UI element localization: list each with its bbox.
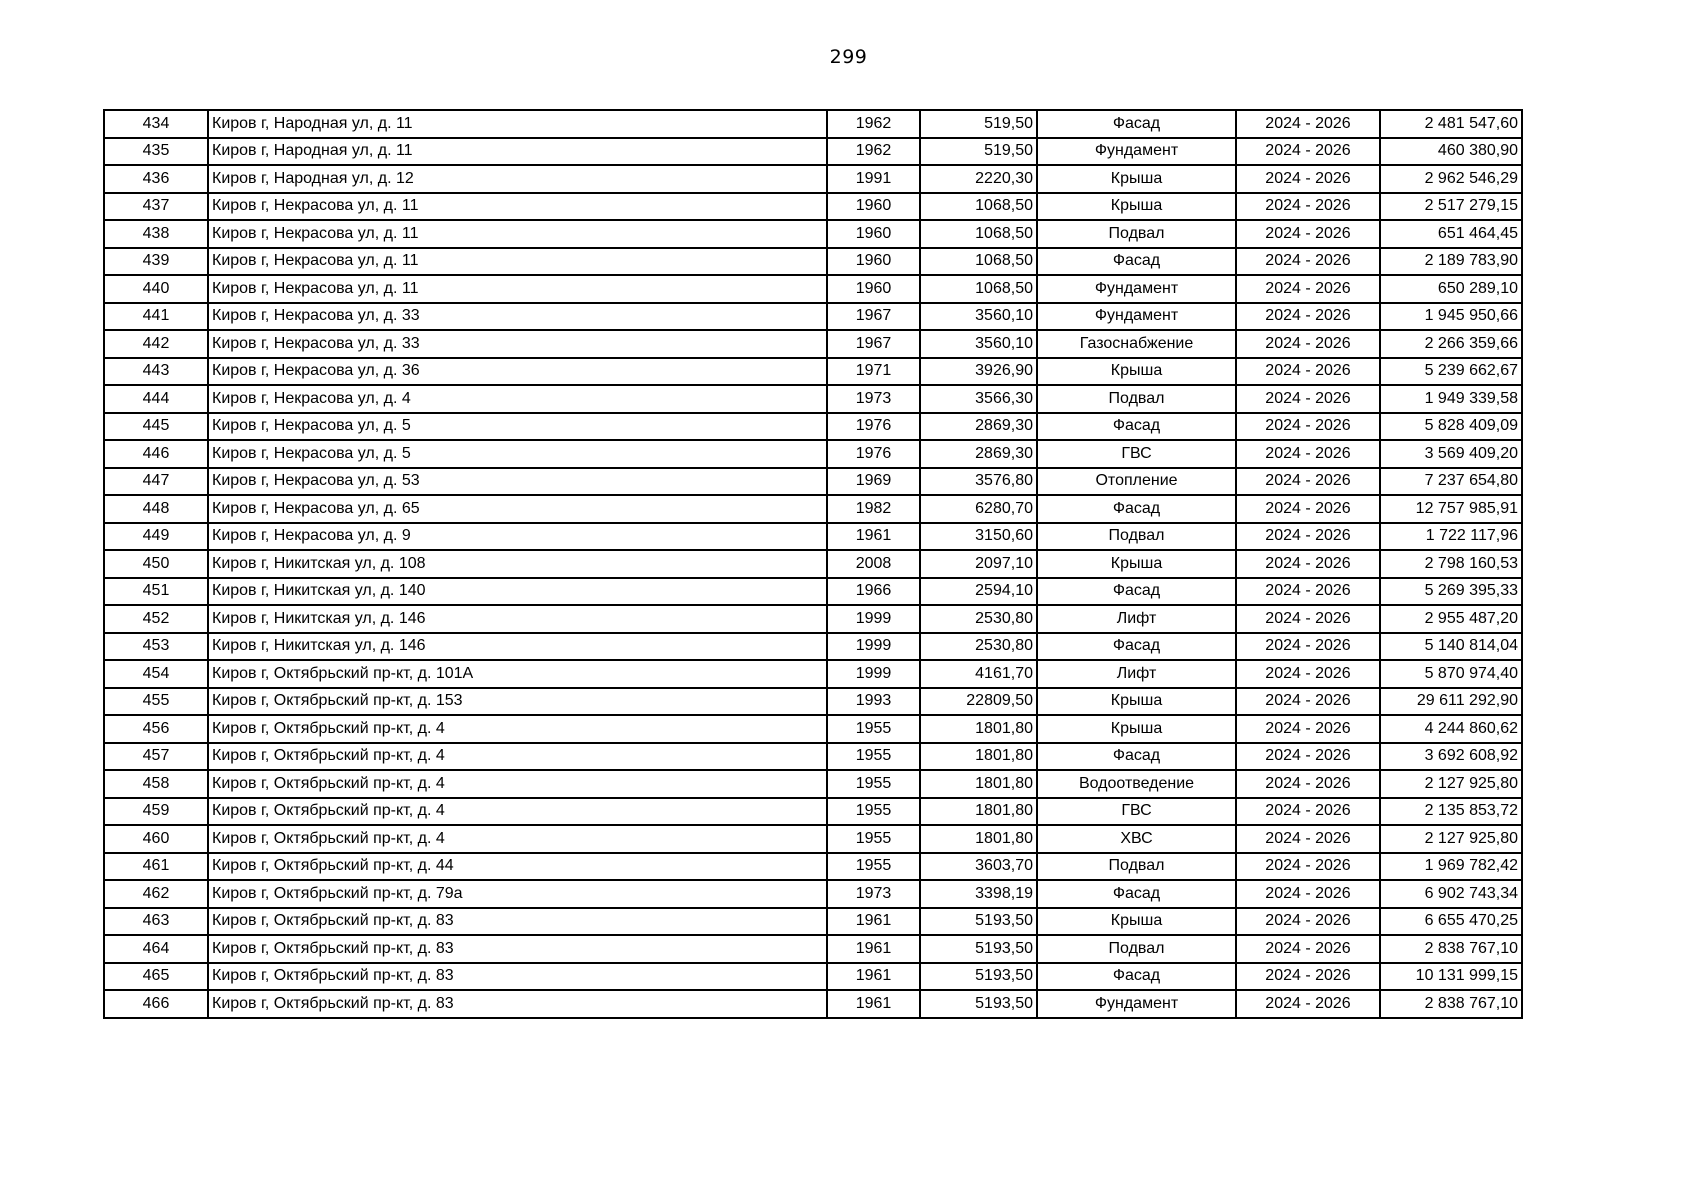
row-number-cell: 456 <box>104 715 208 743</box>
year-built-cell: 1960 <box>827 275 920 303</box>
row-number-cell: 440 <box>104 275 208 303</box>
row-number-cell: 466 <box>104 990 208 1018</box>
cost-cell: 3 692 608,92 <box>1380 743 1522 771</box>
period-cell: 2024 - 2026 <box>1236 110 1380 138</box>
table-row <box>104 275 1522 303</box>
year-built-cell: 1955 <box>827 770 920 798</box>
area-cell: 5193,50 <box>920 990 1037 1018</box>
address-cell: Киров г, Октябрьский пр-кт, д. 4 <box>208 715 827 743</box>
row-number-cell: 459 <box>104 798 208 826</box>
area-cell: 519,50 <box>920 138 1037 166</box>
work-type-cell: ХВС <box>1037 825 1236 853</box>
period-cell: 2024 - 2026 <box>1236 770 1380 798</box>
period-cell: 2024 - 2026 <box>1236 825 1380 853</box>
table-row <box>104 165 1522 193</box>
cost-cell: 2 127 925,80 <box>1380 825 1522 853</box>
work-type-cell: Подвал <box>1037 385 1236 413</box>
area-cell: 5193,50 <box>920 908 1037 936</box>
year-built-cell: 1955 <box>827 853 920 881</box>
address-cell: Киров г, Октябрьский пр-кт, д. 83 <box>208 963 827 991</box>
address-cell: Киров г, Октябрьский пр-кт, д. 101А <box>208 660 827 688</box>
period-cell: 2024 - 2026 <box>1236 523 1380 551</box>
cost-cell: 1 722 117,96 <box>1380 523 1522 551</box>
area-cell: 3603,70 <box>920 853 1037 881</box>
table-row <box>104 660 1522 688</box>
work-type-cell: Водоотведение <box>1037 770 1236 798</box>
cost-cell: 5 870 974,40 <box>1380 660 1522 688</box>
cost-cell: 2 266 359,66 <box>1380 330 1522 358</box>
work-type-cell: Лифт <box>1037 605 1236 633</box>
area-cell: 2594,10 <box>920 578 1037 606</box>
year-built-cell: 1961 <box>827 990 920 1018</box>
table-row <box>104 413 1522 441</box>
address-cell: Киров г, Некрасова ул, д. 9 <box>208 523 827 551</box>
table-row <box>104 138 1522 166</box>
period-cell: 2024 - 2026 <box>1236 220 1380 248</box>
area-cell: 2869,30 <box>920 440 1037 468</box>
cost-cell: 2 127 925,80 <box>1380 770 1522 798</box>
cost-cell: 4 244 860,62 <box>1380 715 1522 743</box>
cost-cell: 2 955 487,20 <box>1380 605 1522 633</box>
period-cell: 2024 - 2026 <box>1236 743 1380 771</box>
period-cell: 2024 - 2026 <box>1236 440 1380 468</box>
address-cell: Киров г, Октябрьский пр-кт, д. 153 <box>208 688 827 716</box>
table-row <box>104 825 1522 853</box>
area-cell: 1068,50 <box>920 220 1037 248</box>
row-number-cell: 447 <box>104 468 208 496</box>
work-type-cell: Подвал <box>1037 220 1236 248</box>
period-cell: 2024 - 2026 <box>1236 633 1380 661</box>
address-cell: Киров г, Октябрьский пр-кт, д. 79а <box>208 880 827 908</box>
cost-cell: 5 239 662,67 <box>1380 358 1522 386</box>
cost-cell: 1 949 339,58 <box>1380 385 1522 413</box>
area-cell: 519,50 <box>920 110 1037 138</box>
row-number-cell: 438 <box>104 220 208 248</box>
year-built-cell: 1966 <box>827 578 920 606</box>
row-number-cell: 463 <box>104 908 208 936</box>
area-cell: 5193,50 <box>920 963 1037 991</box>
address-cell: Киров г, Некрасова ул, д. 5 <box>208 440 827 468</box>
address-cell: Киров г, Некрасова ул, д. 33 <box>208 303 827 331</box>
row-number-cell: 446 <box>104 440 208 468</box>
area-cell: 3926,90 <box>920 358 1037 386</box>
address-cell: Киров г, Некрасова ул, д. 11 <box>208 193 827 221</box>
row-number-cell: 465 <box>104 963 208 991</box>
address-cell: Киров г, Октябрьский пр-кт, д. 83 <box>208 935 827 963</box>
area-cell: 1801,80 <box>920 715 1037 743</box>
area-cell: 3566,30 <box>920 385 1037 413</box>
year-built-cell: 1973 <box>827 385 920 413</box>
period-cell: 2024 - 2026 <box>1236 935 1380 963</box>
year-built-cell: 1982 <box>827 495 920 523</box>
area-cell: 2097,10 <box>920 550 1037 578</box>
row-number-cell: 460 <box>104 825 208 853</box>
year-built-cell: 1960 <box>827 193 920 221</box>
period-cell: 2024 - 2026 <box>1236 248 1380 276</box>
row-number-cell: 461 <box>104 853 208 881</box>
row-number-cell: 448 <box>104 495 208 523</box>
area-cell: 2530,80 <box>920 633 1037 661</box>
year-built-cell: 1973 <box>827 880 920 908</box>
row-number-cell: 445 <box>104 413 208 441</box>
work-type-cell: Фундамент <box>1037 303 1236 331</box>
row-number-cell: 434 <box>104 110 208 138</box>
cost-cell: 5 140 814,04 <box>1380 633 1522 661</box>
address-cell: Киров г, Никитская ул, д. 146 <box>208 633 827 661</box>
area-cell: 22809,50 <box>920 688 1037 716</box>
year-built-cell: 1955 <box>827 743 920 771</box>
area-cell: 4161,70 <box>920 660 1037 688</box>
area-cell: 1068,50 <box>920 275 1037 303</box>
cost-cell: 6 902 743,34 <box>1380 880 1522 908</box>
year-built-cell: 1961 <box>827 963 920 991</box>
period-cell: 2024 - 2026 <box>1236 550 1380 578</box>
work-type-cell: Крыша <box>1037 193 1236 221</box>
area-cell: 3398,19 <box>920 880 1037 908</box>
table-row <box>104 550 1522 578</box>
area-cell: 3150,60 <box>920 523 1037 551</box>
work-type-cell: Крыша <box>1037 688 1236 716</box>
address-cell: Киров г, Некрасова ул, д. 33 <box>208 330 827 358</box>
cost-cell: 2 189 783,90 <box>1380 248 1522 276</box>
period-cell: 2024 - 2026 <box>1236 413 1380 441</box>
period-cell: 2024 - 2026 <box>1236 660 1380 688</box>
year-built-cell: 1962 <box>827 138 920 166</box>
address-cell: Киров г, Никитская ул, д. 108 <box>208 550 827 578</box>
table-row <box>104 523 1522 551</box>
work-type-cell: ГВС <box>1037 798 1236 826</box>
work-type-cell: Фасад <box>1037 248 1236 276</box>
table-row <box>104 688 1522 716</box>
row-number-cell: 458 <box>104 770 208 798</box>
work-type-cell: Подвал <box>1037 523 1236 551</box>
work-type-cell: Крыша <box>1037 550 1236 578</box>
year-built-cell: 1961 <box>827 908 920 936</box>
page-number: 299 <box>829 46 868 68</box>
work-type-cell: Фасад <box>1037 495 1236 523</box>
work-type-cell: Крыша <box>1037 908 1236 936</box>
period-cell: 2024 - 2026 <box>1236 330 1380 358</box>
year-built-cell: 1969 <box>827 468 920 496</box>
table-row <box>104 303 1522 331</box>
row-number-cell: 450 <box>104 550 208 578</box>
cost-cell: 2 135 853,72 <box>1380 798 1522 826</box>
table-row <box>104 935 1522 963</box>
year-built-cell: 1962 <box>827 110 920 138</box>
address-cell: Киров г, Никитская ул, д. 146 <box>208 605 827 633</box>
work-type-cell: Фасад <box>1037 633 1236 661</box>
area-cell: 1801,80 <box>920 770 1037 798</box>
work-type-cell: Фасад <box>1037 743 1236 771</box>
row-number-cell: 457 <box>104 743 208 771</box>
work-type-cell: Газоснабжение <box>1037 330 1236 358</box>
table-row <box>104 853 1522 881</box>
cost-cell: 2 481 547,60 <box>1380 110 1522 138</box>
address-cell: Киров г, Октябрьский пр-кт, д. 83 <box>208 908 827 936</box>
work-type-cell: Фасад <box>1037 110 1236 138</box>
address-cell: Киров г, Октябрьский пр-кт, д. 4 <box>208 743 827 771</box>
address-cell: Киров г, Некрасова ул, д. 11 <box>208 275 827 303</box>
row-number-cell: 437 <box>104 193 208 221</box>
row-number-cell: 439 <box>104 248 208 276</box>
period-cell: 2024 - 2026 <box>1236 495 1380 523</box>
year-built-cell: 1999 <box>827 605 920 633</box>
area-cell: 1801,80 <box>920 798 1037 826</box>
year-built-cell: 1971 <box>827 358 920 386</box>
table-row <box>104 743 1522 771</box>
repair-program-table <box>103 109 1523 1019</box>
cost-cell: 1 969 782,42 <box>1380 853 1522 881</box>
row-number-cell: 454 <box>104 660 208 688</box>
address-cell: Киров г, Некрасова ул, д. 53 <box>208 468 827 496</box>
work-type-cell: Подвал <box>1037 853 1236 881</box>
table-body <box>104 110 1522 1018</box>
table-row <box>104 468 1522 496</box>
address-cell: Киров г, Некрасова ул, д. 36 <box>208 358 827 386</box>
table-row <box>104 578 1522 606</box>
year-built-cell: 1976 <box>827 413 920 441</box>
table-row <box>104 770 1522 798</box>
area-cell: 1801,80 <box>920 743 1037 771</box>
year-built-cell: 1955 <box>827 825 920 853</box>
address-cell: Киров г, Никитская ул, д. 140 <box>208 578 827 606</box>
period-cell: 2024 - 2026 <box>1236 605 1380 633</box>
row-number-cell: 444 <box>104 385 208 413</box>
period-cell: 2024 - 2026 <box>1236 138 1380 166</box>
work-type-cell: Крыша <box>1037 715 1236 743</box>
work-type-cell: Крыша <box>1037 358 1236 386</box>
area-cell: 2220,30 <box>920 165 1037 193</box>
cost-cell: 12 757 985,91 <box>1380 495 1522 523</box>
work-type-cell: Отопление <box>1037 468 1236 496</box>
cost-cell: 2 962 546,29 <box>1380 165 1522 193</box>
work-type-cell: ГВС <box>1037 440 1236 468</box>
row-number-cell: 452 <box>104 605 208 633</box>
period-cell: 2024 - 2026 <box>1236 990 1380 1018</box>
row-number-cell: 443 <box>104 358 208 386</box>
cost-cell: 5 828 409,09 <box>1380 413 1522 441</box>
row-number-cell: 449 <box>104 523 208 551</box>
cost-cell: 3 569 409,20 <box>1380 440 1522 468</box>
work-type-cell: Фундамент <box>1037 990 1236 1018</box>
table-row <box>104 605 1522 633</box>
work-type-cell: Фасад <box>1037 880 1236 908</box>
work-type-cell: Крыша <box>1037 165 1236 193</box>
cost-cell: 29 611 292,90 <box>1380 688 1522 716</box>
row-number-cell: 462 <box>104 880 208 908</box>
cost-cell: 6 655 470,25 <box>1380 908 1522 936</box>
row-number-cell: 453 <box>104 633 208 661</box>
row-number-cell: 436 <box>104 165 208 193</box>
table-row <box>104 715 1522 743</box>
row-number-cell: 455 <box>104 688 208 716</box>
area-cell: 3560,10 <box>920 303 1037 331</box>
address-cell: Киров г, Некрасова ул, д. 11 <box>208 248 827 276</box>
address-cell: Киров г, Народная ул, д. 12 <box>208 165 827 193</box>
period-cell: 2024 - 2026 <box>1236 358 1380 386</box>
year-built-cell: 1991 <box>827 165 920 193</box>
year-built-cell: 1976 <box>827 440 920 468</box>
cost-cell: 1 945 950,66 <box>1380 303 1522 331</box>
cost-cell: 5 269 395,33 <box>1380 578 1522 606</box>
area-cell: 1801,80 <box>920 825 1037 853</box>
table-row <box>104 220 1522 248</box>
year-built-cell: 1960 <box>827 248 920 276</box>
table-row <box>104 633 1522 661</box>
area-cell: 3576,80 <box>920 468 1037 496</box>
table-row <box>104 990 1522 1018</box>
table-row <box>104 798 1522 826</box>
table-row <box>104 110 1522 138</box>
work-type-cell: Фасад <box>1037 963 1236 991</box>
period-cell: 2024 - 2026 <box>1236 193 1380 221</box>
cost-cell: 460 380,90 <box>1380 138 1522 166</box>
row-number-cell: 435 <box>104 138 208 166</box>
period-cell: 2024 - 2026 <box>1236 578 1380 606</box>
address-cell: Киров г, Октябрьский пр-кт, д. 4 <box>208 825 827 853</box>
area-cell: 3560,10 <box>920 330 1037 358</box>
cost-cell: 2 517 279,15 <box>1380 193 1522 221</box>
work-type-cell: Фундамент <box>1037 275 1236 303</box>
cost-cell: 10 131 999,15 <box>1380 963 1522 991</box>
work-type-cell: Лифт <box>1037 660 1236 688</box>
table-row <box>104 880 1522 908</box>
period-cell: 2024 - 2026 <box>1236 880 1380 908</box>
row-number-cell: 451 <box>104 578 208 606</box>
address-cell: Киров г, Народная ул, д. 11 <box>208 110 827 138</box>
year-built-cell: 1961 <box>827 935 920 963</box>
year-built-cell: 1967 <box>827 303 920 331</box>
address-cell: Киров г, Октябрьский пр-кт, д. 4 <box>208 798 827 826</box>
table-row <box>104 330 1522 358</box>
year-built-cell: 1960 <box>827 220 920 248</box>
table-row <box>104 963 1522 991</box>
period-cell: 2024 - 2026 <box>1236 275 1380 303</box>
period-cell: 2024 - 2026 <box>1236 468 1380 496</box>
period-cell: 2024 - 2026 <box>1236 303 1380 331</box>
table-row <box>104 358 1522 386</box>
work-type-cell: Фундамент <box>1037 138 1236 166</box>
area-cell: 1068,50 <box>920 193 1037 221</box>
year-built-cell: 1999 <box>827 633 920 661</box>
address-cell: Киров г, Октябрьский пр-кт, д. 4 <box>208 770 827 798</box>
period-cell: 2024 - 2026 <box>1236 165 1380 193</box>
table-row <box>104 440 1522 468</box>
work-type-cell: Фасад <box>1037 413 1236 441</box>
address-cell: Киров г, Народная ул, д. 11 <box>208 138 827 166</box>
table-row <box>104 908 1522 936</box>
table-row <box>104 385 1522 413</box>
area-cell: 2530,80 <box>920 605 1037 633</box>
row-number-cell: 464 <box>104 935 208 963</box>
area-cell: 2869,30 <box>920 413 1037 441</box>
address-cell: Киров г, Октябрьский пр-кт, д. 44 <box>208 853 827 881</box>
address-cell: Киров г, Некрасова ул, д. 5 <box>208 413 827 441</box>
table-row <box>104 193 1522 221</box>
row-number-cell: 442 <box>104 330 208 358</box>
period-cell: 2024 - 2026 <box>1236 385 1380 413</box>
cost-cell: 2 838 767,10 <box>1380 935 1522 963</box>
address-cell: Киров г, Некрасова ул, д. 11 <box>208 220 827 248</box>
work-type-cell: Подвал <box>1037 935 1236 963</box>
area-cell: 1068,50 <box>920 248 1037 276</box>
year-built-cell: 1967 <box>827 330 920 358</box>
period-cell: 2024 - 2026 <box>1236 688 1380 716</box>
year-built-cell: 1961 <box>827 523 920 551</box>
address-cell: Киров г, Некрасова ул, д. 4 <box>208 385 827 413</box>
cost-cell: 650 289,10 <box>1380 275 1522 303</box>
table-row <box>104 248 1522 276</box>
year-built-cell: 2008 <box>827 550 920 578</box>
period-cell: 2024 - 2026 <box>1236 798 1380 826</box>
period-cell: 2024 - 2026 <box>1236 853 1380 881</box>
period-cell: 2024 - 2026 <box>1236 963 1380 991</box>
work-type-cell: Фасад <box>1037 578 1236 606</box>
row-number-cell: 441 <box>104 303 208 331</box>
year-built-cell: 1955 <box>827 715 920 743</box>
cost-cell: 2 838 767,10 <box>1380 990 1522 1018</box>
area-cell: 5193,50 <box>920 935 1037 963</box>
area-cell: 6280,70 <box>920 495 1037 523</box>
period-cell: 2024 - 2026 <box>1236 908 1380 936</box>
address-cell: Киров г, Некрасова ул, д. 65 <box>208 495 827 523</box>
cost-cell: 2 798 160,53 <box>1380 550 1522 578</box>
table-row <box>104 495 1522 523</box>
year-built-cell: 1993 <box>827 688 920 716</box>
period-cell: 2024 - 2026 <box>1236 715 1380 743</box>
cost-cell: 7 237 654,80 <box>1380 468 1522 496</box>
address-cell: Киров г, Октябрьский пр-кт, д. 83 <box>208 990 827 1018</box>
cost-cell: 651 464,45 <box>1380 220 1522 248</box>
year-built-cell: 1955 <box>827 798 920 826</box>
year-built-cell: 1999 <box>827 660 920 688</box>
